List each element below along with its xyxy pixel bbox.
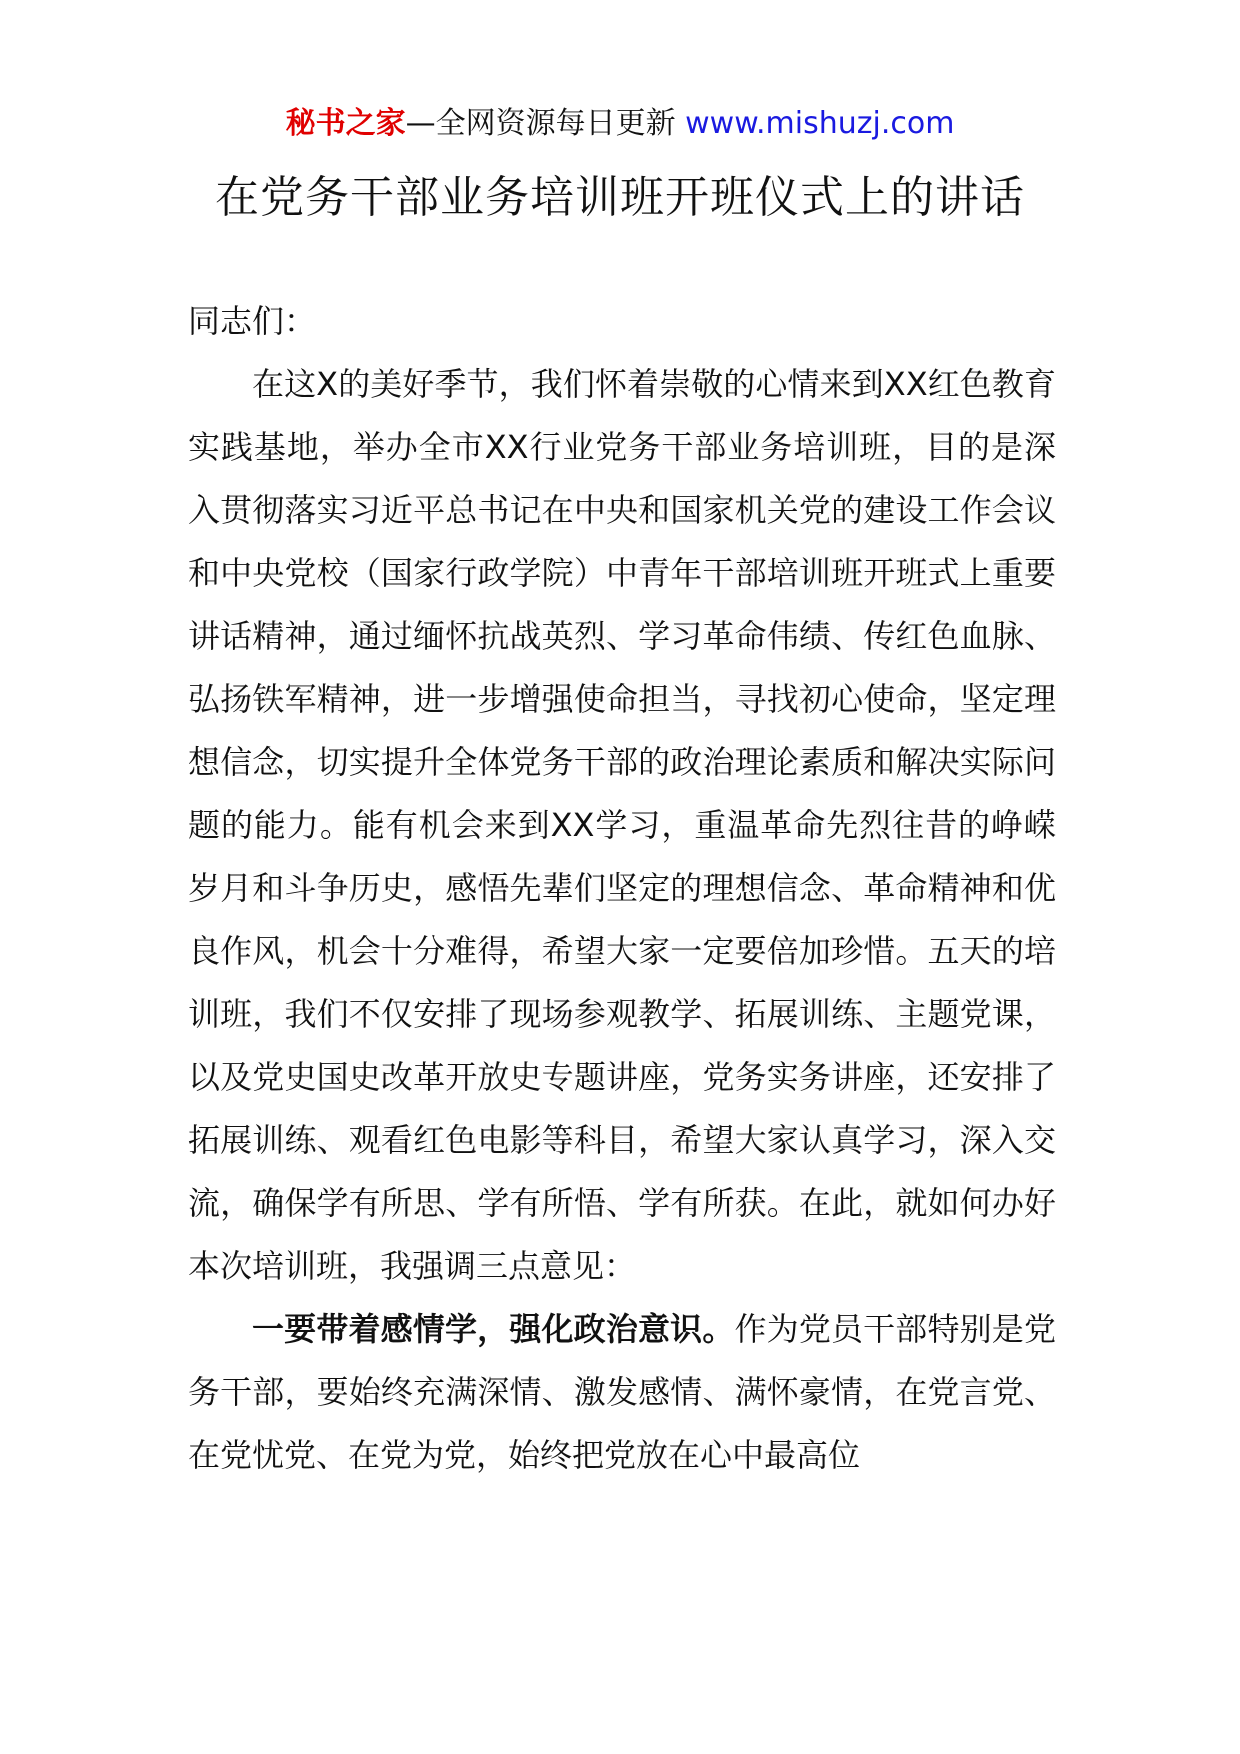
paragraph-2 <box>188 1298 1056 1487</box>
site-header <box>0 104 1240 144</box>
brand-name: 秘书之家 <box>285 106 406 141</box>
document-title: 在党务干部业务培训班开班仪式上的讲话 <box>215 172 1025 223</box>
header-slogan: —全网资源每日更新 <box>405 106 676 141</box>
paragraph-2-body: 作为党员干部特别是党务干部，要始终充满深情、激发感情、满怀豪情，在党言党、在党忧党、在党为党，始终把党放在心中最高位 <box>188 1310 1056 1474</box>
salutation: 同志们： <box>188 302 317 340</box>
site-url[interactable]: www.mishuzj.com <box>685 106 955 141</box>
paragraph-1: 在这X的美好季节，我们怀着崇敬的心情来到XX红色教育实践基地，举办全市XX行业党务干部业务培训班，目的是深入贯彻落实习近平总书记在中央和国家机关党的建设工作会议和中央党校（国家行政学院）中青年干部培训班开班式上重要讲话精神，通过缅怀抗战英烈、学习革命伟绩、传红色血脉、弘扬铁军精神，进一步增强使命担当，寻找初心使命，坚定理想信念，切实提升全体党务干部的政治理论素质和解决实际问题的能力。能有机会来到XX学习，重温革命先烈往昔的峥嵘岁月和斗争历史，感悟先辈们坚定的理想信念、革命精神和优良作风，机会十分难得，希望大家一定要倍加珍惜。五天的培训班，我们不仅安排了现场参观教学、拓展训练、主题党课，以及党史国史改革开放史专题讲座，党务实务讲座，还安排了拓展训练、观看红色电影等科目，希望大家认真学习，深入交流，确保学有所思、学有所悟、学有所获。在此，就如何办好本次培训班，我强调三点意见： <box>188 365 1056 1285</box>
paragraph-2-lead: 一要带着感情学，强化政治意识。 <box>252 1310 735 1348</box>
document-body <box>188 290 1056 1487</box>
